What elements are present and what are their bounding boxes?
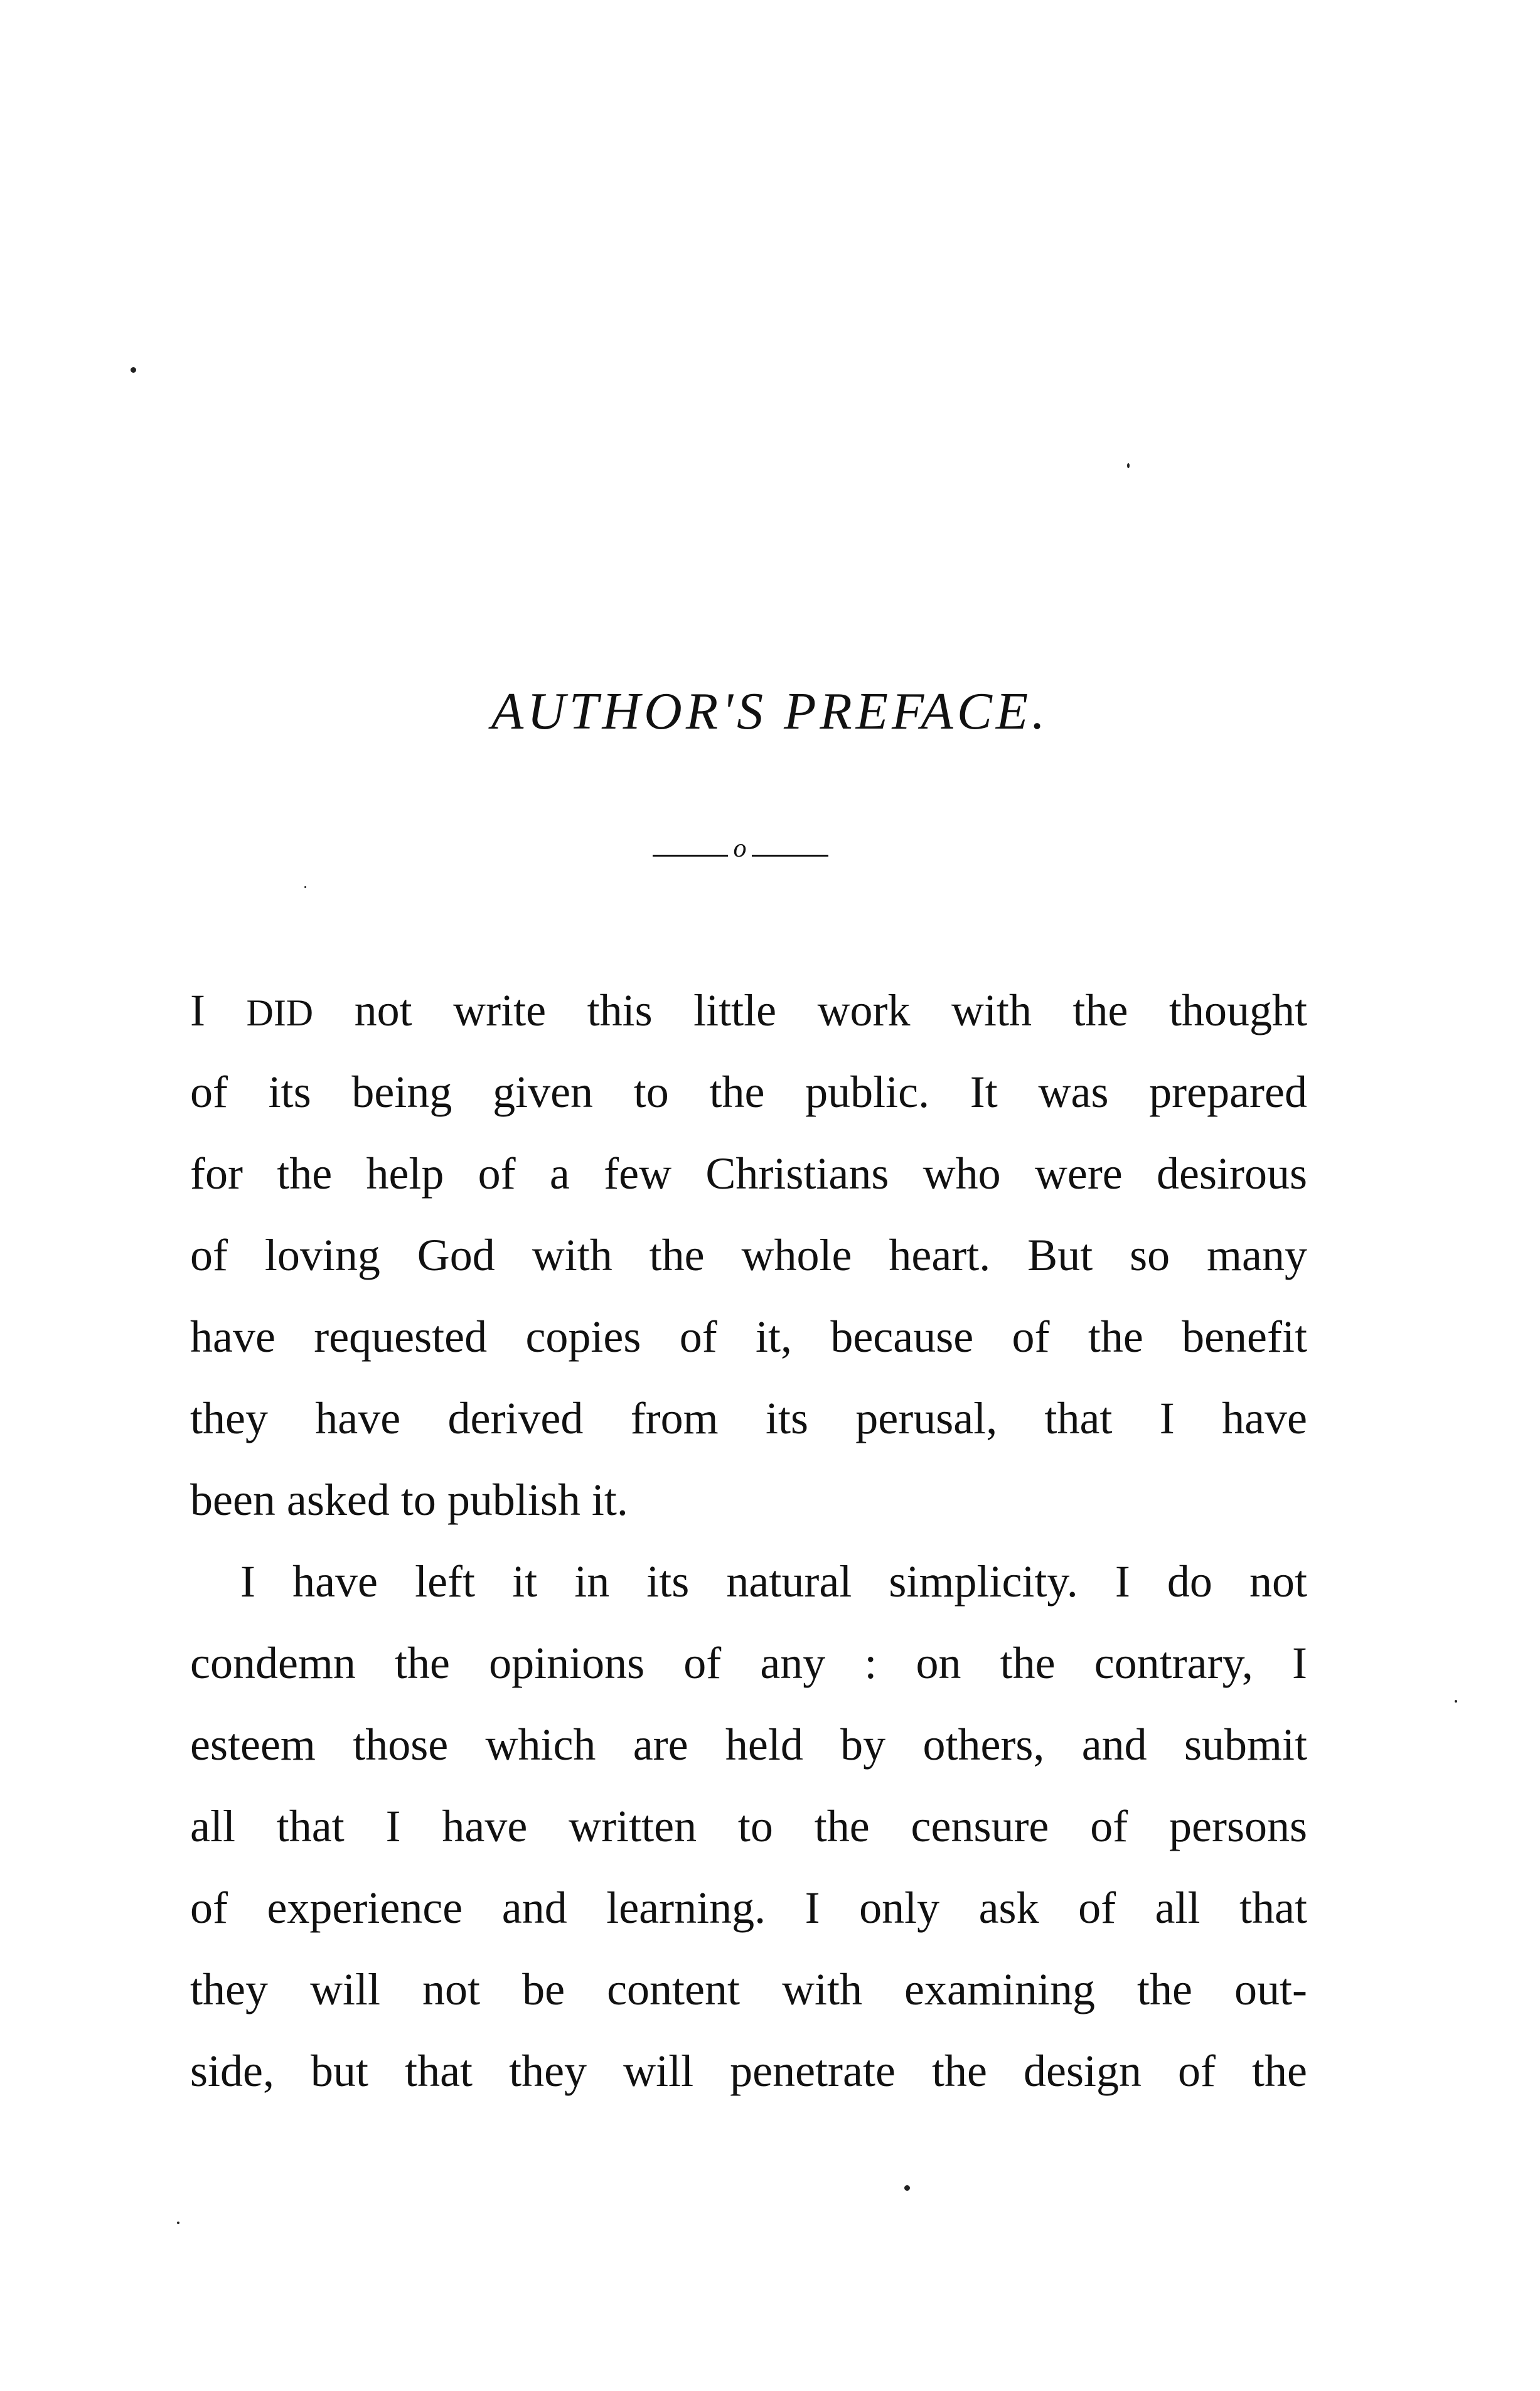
- paragraph-2-line-2: condemn the opinions of any : on the contrary, I: [190, 1638, 1307, 1688]
- title-ornament-rule: [653, 834, 828, 867]
- line-text: not write this little work with the thought: [354, 985, 1308, 1035]
- paragraph-1-line-3: for the help of a few Christians who were desirous: [190, 1148, 1307, 1199]
- scan-speck: [1455, 1700, 1457, 1703]
- paragraph-2-line-6: they will not be content with examining the out-: [190, 1964, 1307, 2014]
- paragraph-2-line-3: esteem those which are held by others, and submit: [190, 1720, 1307, 1770]
- paragraph-1-line-2: of its being given to the public. It was prepared: [190, 1067, 1307, 1117]
- paragraph-2-line-4: all that I have written to the censure of persons: [190, 1801, 1307, 1851]
- paragraph-1-line-6: they have derived from its perusal, that I have: [190, 1393, 1307, 1443]
- scan-speck: [1127, 463, 1130, 468]
- rule-ornament: o: [733, 834, 747, 863]
- rule-right-line: [752, 855, 828, 857]
- preface-body: [190, 970, 1307, 2112]
- paragraph-2-line-5: of experience and learning. I only ask of all that: [190, 1883, 1307, 1933]
- lead-smallcaps: DID: [246, 992, 314, 1034]
- scan-speck: [177, 2222, 179, 2224]
- paragraph-1-line-7: been asked to publish it.: [190, 1475, 628, 1525]
- scan-speck: [131, 367, 136, 373]
- lead-word: I: [190, 985, 205, 1035]
- paragraph-1-line-5: have requested copies of it, because of the benefit: [190, 1312, 1307, 1362]
- paragraph-1-line-4: of loving God with the whole heart. But so many: [190, 1230, 1307, 1280]
- rule-left-line: [653, 855, 728, 857]
- preface-title: AUTHOR'S PREFACE.: [491, 682, 1049, 741]
- paragraph-1-line-1: [190, 970, 1307, 1051]
- scan-speck: [904, 2185, 910, 2191]
- paragraph-2-line-7: side, but that they will penetrate the design of the: [190, 2046, 1307, 2096]
- paragraph-2-line-1: I have left it in its natural simplicity. I do not: [240, 1556, 1307, 1607]
- scan-speck: [304, 886, 306, 888]
